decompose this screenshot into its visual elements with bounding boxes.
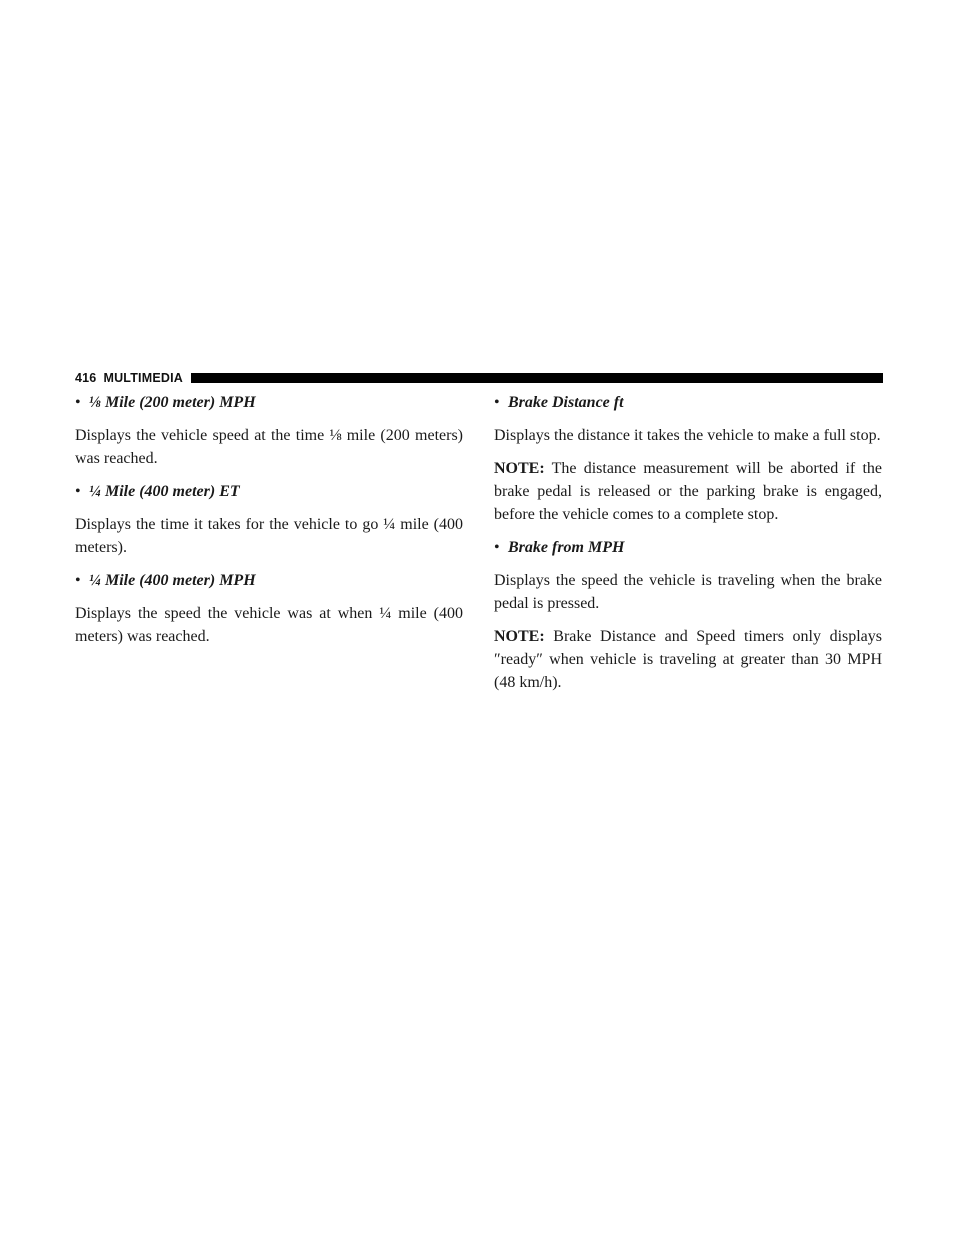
item-description: Displays the time it takes for the vehicle to go ¼ mile (400 meters). xyxy=(75,516,463,556)
bullet-item-brake-from-mph xyxy=(494,536,882,559)
bullet-title: Brake Distance ft xyxy=(508,394,624,411)
bullet-item-brake-distance xyxy=(494,391,882,414)
note-label: NOTE: xyxy=(494,460,545,477)
item-description: Displays the speed the vehicle is traveling when the brake pedal is pressed. xyxy=(494,572,882,612)
bullet-title: ¼ Mile (400 meter) MPH xyxy=(89,572,256,589)
bullet-dot: • xyxy=(494,539,500,556)
bullet-dot: • xyxy=(75,572,81,589)
left-column xyxy=(75,391,463,658)
note-label: NOTE: xyxy=(494,628,545,645)
right-column xyxy=(494,391,882,704)
bullet-title: Brake from MPH xyxy=(508,539,625,556)
header-rule xyxy=(191,373,883,383)
item-description: Displays the speed the vehicle was at when ¼ mile (400 meters) was reached. xyxy=(75,605,463,645)
page-header xyxy=(75,371,883,385)
bullet-title: ⅛ Mile (200 meter) MPH xyxy=(89,394,256,411)
bullet-dot: • xyxy=(494,394,500,411)
item-description: Displays the distance it takes the vehicle to make a full stop. xyxy=(494,427,881,444)
page-number: 416 xyxy=(75,371,97,385)
bullet-dot: • xyxy=(75,394,81,411)
bullet-dot: • xyxy=(75,483,81,500)
bullet-item-quarter-mile-et xyxy=(75,480,463,503)
bullet-item-eighth-mile-mph xyxy=(75,391,463,414)
note-paragraph xyxy=(494,457,882,526)
bullet-title: ¼ Mile (400 meter) ET xyxy=(89,483,240,500)
note-paragraph xyxy=(494,625,882,694)
note-text: Brake Distance and Speed timers only displays ″ready″ when vehicle is traveling at greater than 30 MPH (48 km/h). xyxy=(494,628,883,691)
note-text: The distance measurement will be aborted if the brake pedal is released or the parking brake is engaged, before the vehicle comes to a complete stop. xyxy=(494,460,882,523)
bullet-item-quarter-mile-mph xyxy=(75,569,463,592)
section-title: MULTIMEDIA xyxy=(103,371,184,385)
item-description: Displays the vehicle speed at the time ⅛ mile (200 meters) was reached. xyxy=(75,427,463,467)
